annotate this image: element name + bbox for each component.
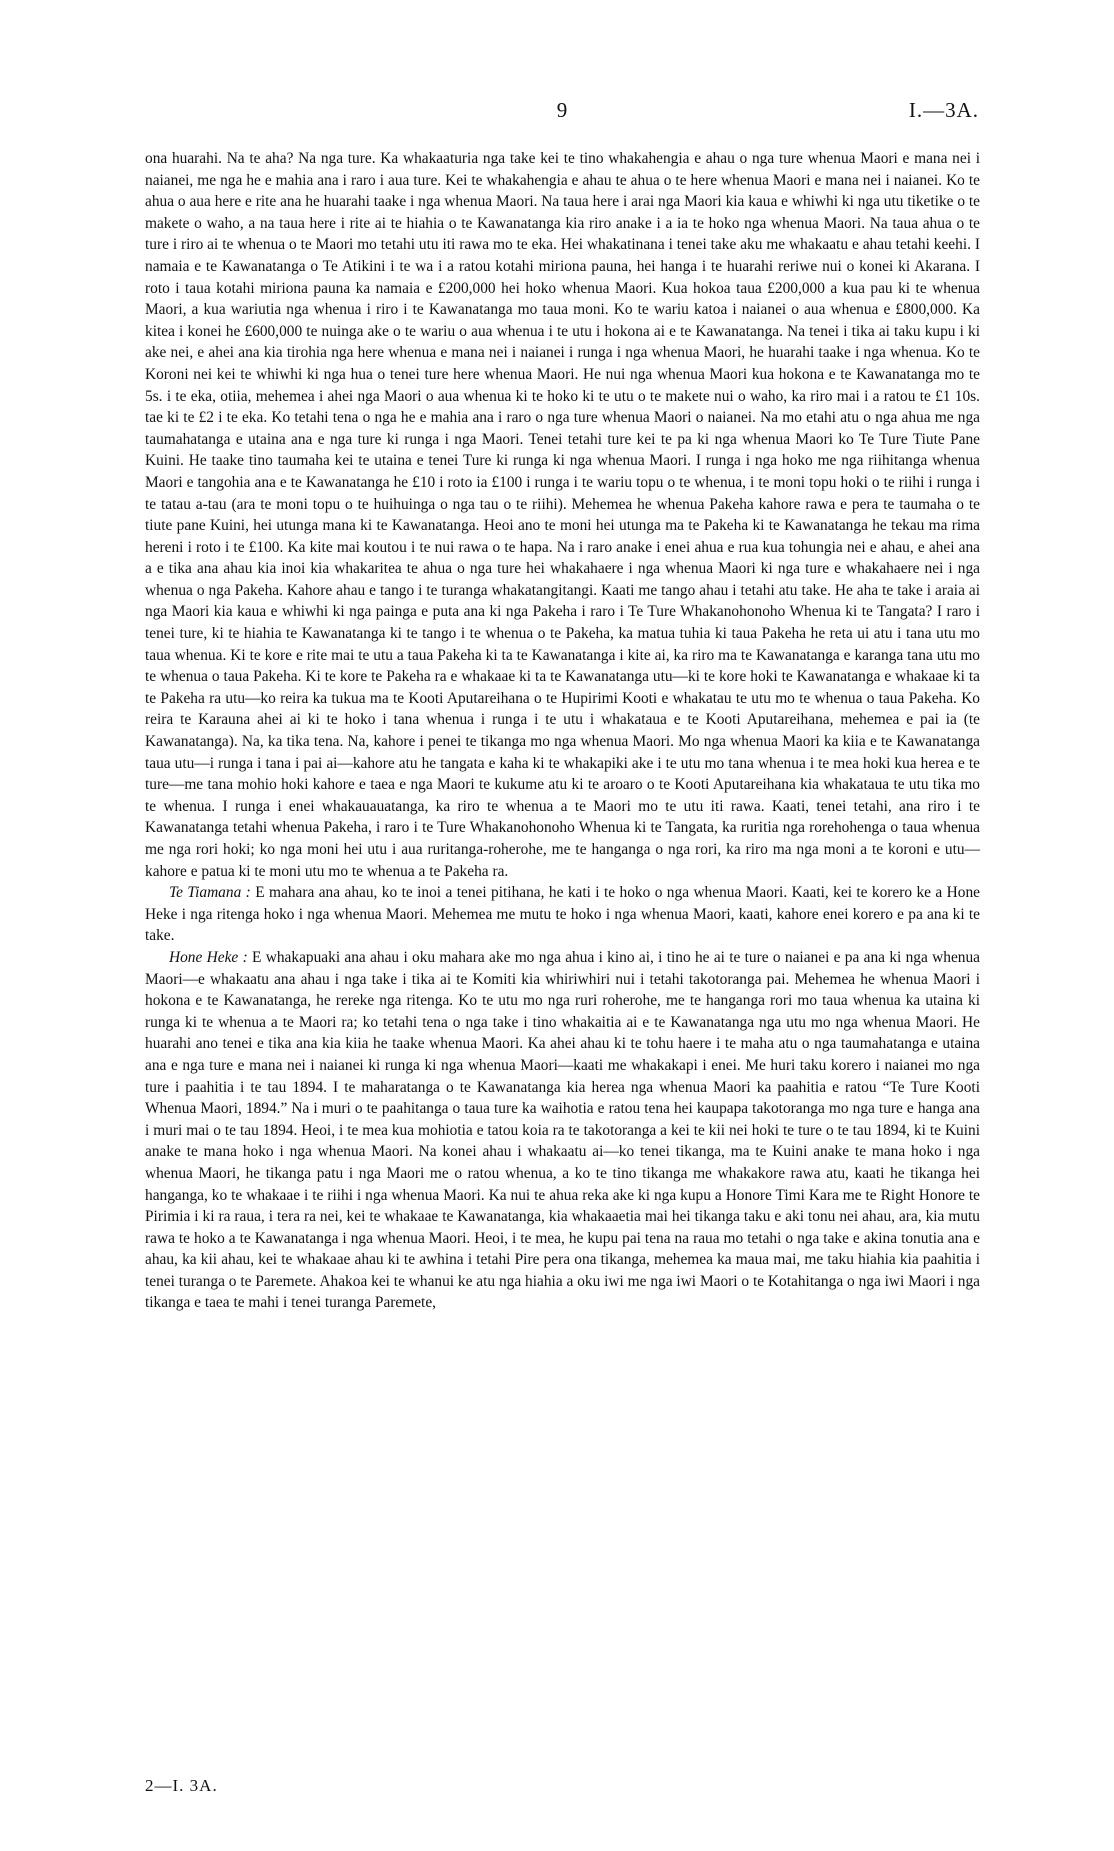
- signature-mark: 2—I. 3A.: [145, 1776, 218, 1795]
- page-number: 9: [556, 98, 568, 122]
- paragraph-text: E mahara ana ahau, ko te inoi a tenei pitihana, he kati i te hoko o nga whenua Maori. Kaati, kei te korero ke a Hone Heke i nga ritenga hoko i nga whenua Maori. Mehemea me mutu te hoko i nga whenua Maori, kaati, kahore enei korero e pa ana ki te take.: [145, 884, 980, 945]
- paragraph-chairman: [145, 882, 980, 947]
- paragraph-hone-heke: [145, 947, 980, 1314]
- paragraph-text: E whakapuaki ana ahau i oku mahara ake mo nga ahua i kino ai, i tino he ai te ture o naianei e pa ana ki nga whenua Maori—e whakaatu ana ahau i nga take i tika ai te Komiti kia whiriwhiri nui i tetahi takotoranga pai. Mehemea he whenua Maori i hokona e te Kawanatanga, he rereke nga ritenga. Ko te utu mo nga ruri roherohe, me te hanganga rori mo taua whenua ka utaina ki runga ki te whenua a te Maori ra; ko tetahi tena o nga take i tino whakaitia ai e te Kawanatanga nga utu mo nga whenua Maori. He huarahi ano tenei e tika ana kia kiia he taake whenua Maori. Ka ahei ahau ki te tohu haere i te maha atu o nga taumahatanga e utaina ana e nga ture e mana nei i naianei ki runga ki nga whenua Maori—kaati me whakakapi i enei. Me huri taku korero i naianei mo nga ture i paahitia i te tau 1894. I te maharatanga o te Kawanatanga kia herea nga whenua Maori ka paahitia e ratou “Te Ture Kooti Whenua Maori, 1894.” Na i muri o te paahitanga o taua ture ka waihotia e ratou tena hei kaupapa takotoranga mo nga ture e hanga ana i muri mai o te tau 1894. Heoi, i te mea kua mohiotia e tatou koia ra te takotoranga a kei te kii nei hoki te ture o te tau 1894, ki te Kuini anake te mana hoko i nga whenua Maori. Na konei ahau i whakaatu ai—ko tenei tikanga, ma te Kuini anake te mana hoko i nga whenua Maori, he tikanga patu i nga Maori me o ratou whenua, a ko te tino tikanga me whakakore rawa atu, kaati he tikanga hei hanganga, ko te whakaae i te riihi i nga whenua Maori. Ka nui te ahua reka ake ki nga kupu a Honore Timi Kara me te Right Honore te Pirimia i ki ra raua, i tera ra nei, kei te whakaae te Kawanatanga, kia whakaaetia mai hei tikanga taku e aki tonu nei ahau, ara, kia mutu rawa te hoko a te Kawanatanga i nga whenua Maori. Heoi, i te mea, he kupu pai tena na raua mo tetahi o nga take e akina tonutia ana e ahau, ka kii ahau, kei te whakaae ahau ki te awhina i tetahi Pire pera ona tikanga, mehemea ka maua mai, me taku hiahia kia paahitia i tenei turanga o te Paremete. Ahakoa kei te whanui ke atu nga hiahia a oku iwi me nga iwi Maori o te Kotahitanga o nga iwi Maori i nga tikanga e taea te mahi i tenei turanga Paremete,: [145, 948, 981, 1312]
- speaker-name: Te Tiamana :: [169, 884, 251, 902]
- paragraph-text: ona huarahi. Na te aha? Na nga ture. Ka whakaaturia nga take kei te tino whakahengia e ahau o nga ture whenua Maori e mana nei i naianei, me nga he e mahia ana i raro i aua ture. Kei te whakahengia e ahau te ahua o te here whenua Maori e mana nei i naianei. Ko te ahua o aua here e rite ana he huarahi taake i nga whenua Maori. Na taua here i arai nga Maori kia kaua e whiwhi ki nga utu tiketike o te makete o waho, a na taua here i rite ai te hiahia o te Kawanatanga kia riro anake i a ia te hoko nga whenua Maori. Na taua ahua o te ture i riro ai te whenua o te Maori mo tetahi utu iti rawa mo te eka. Hei whakatinana i tenei take aku me whakaatu e ahau tetahi keehi. I namaia e te Kawanatanga o Te Atikini i te wa i a ratou kotahi miriona pauna, hei hanga i te huarahi reriwe nui o konei ki Akarana. I roto i taua kotahi miriona pauna ka namaia e £200,000 hei hoko whenua Maori. Kua hokoa taua £200,000 a kua pau ki te whenua Maori, a kua wariutia nga whenua i riro i te Kawanatanga mo taua moni. Ko te wariu katoa i naianei o aua whenua e £800,000. Ka kitea i konei he £600,000 te nuinga ake o te wariu o aua whenua i te utu i hokona ai e te Kawanatanga. Na tenei i tika ai taku kupu i ki ake nei, e ahei ana kia tirohia nga here whenua e mana nei i naianei i runga i nga whenua Maori, he huarahi taake i nga whenua. Ko te Koroni nei kei te whiwhi ki nga hua o tenei ture here whenua Maori. He nui nga whenua Maori kua hokona e te Kawanatanga mo te 5s. i te eka, otiia, mehemea i ahei nga Maori o aua whenua ki te hoko ki te utu o te makete nui o waho, ka riro mai i a ratou te £1 10s. tae ki te £2 i te eka. Ko tetahi tena o nga he e mahia ana i raro o nga ture whenua Maori o naianei. Na mo etahi atu o nga ahua me nga taumahatanga e utaina ana e nga ture ki runga i nga Maori. Tenei tetahi ture kei te pa ki nga whenua Maori ko Te Ture Tiute Pane Kuini. He taake tino taumaha kei te utaina e tenei Ture ki runga ki nga whenua Maori. I runga i nga hoko me nga riihitanga whenua Maori e tangohia ana e te Kawanatanga he £10 i roto ia £100 i runga i te wariu topu o te whenua, i te moni topu hoki o te riihi i runga i te tatau a-tau (ara te moni topu o te huihuinga o nga tau o te riihi). Mehemea he whenua Pakeha kahore rawa e pera te taumaha o te tiute pane Kuini, hei utunga mana ki te Kawanatanga. Heoi ano te moni hei utunga ma te Pakeha ki te Kawanatanga he tekau ma rima hereni i roto i te £100. Ka kite mai koutou i te nui rawa o te hapa. Na i raro anake i enei ahua e rua kua tohungia nei e ahau, e ahei ana a e tika ana ahau kia inoi kia whakaritea te ahua o nga ture hei whakahaere i nga whenua Maori ki nga ture e whakahaere nei i nga whenua o nga Pakeha. Kahore ahau e tango i te turanga whakatangitangi. Kaati me tango ahau i tetahi atu take. He aha te take i araia ai nga Maori kia kaua e whiwhi ki nga painga e puta ana ki nga Pakeha i raro i Te Ture Whakanohonoho Whenua ki te Tangata? I raro i tenei ture, ki te hiahia te Kawanatanga ki te tango i te whenua o te Pakeha, ka matua tuhia ki taua Pakeha he reta ui atu i tana utu mo taua whenua. Ki te kore e rite mai te utu a taua Pakeha ki ta te Kawanatanga i kite ai, ka riro ma te Kawanatanga e karanga tana utu mo te whenua o taua Pakeha. Ki te kore te Pakeha ra e whakaae ki ta te Kawanatanga utu—ki te kore hoki te Kawanatanga e whakaae ki ta te Pakeha ra utu—ko reira ka tukua ma te Kooti Aputareihana o te Hupirimi Kooti e whakatau te utu mo te whenua o taua Pakeha. Ko reira te Karauna ahei ai ki te hoko i tana whenua i runga i te utu i whakataua e te Kooti Aputareihana, mehemea e pai ia (te Kawanatanga). Na, ka tika tena. Na, kahore i penei te tikanga mo nga whenua Maori. Mo nga whenua Maori ka kiia e te Kawanatanga taua utu—i runga i tana i pai ai—kahore atu he tangata e kaha ki te whakapiki ake i te utu mo tana whenua i te mea hoki kua herea e te ture—me tana mohio hoki kahore e taea e nga Maori te kukume atu ki te aroaro o te Kooti Aputareihana kia whakataua te utu tika mo te whenua. I runga i enei whakauauatanga, ka riro te whenua a te Maori mo te utu iti rawa. Kaati, tenei tetahi, ana riro i te Kawanatanga tetahi whenua Pakeha, i raro i te Ture Whakanohonoho Whenua ki te Tangata, ka ruritia nga rorehohenga o taua whenua me nga rori hoki; ko nga moni hei utu i aua ruritanga-roherohe, me te hanganga o nga rori, ka riro ma nga moni a te koroni e utu—kahore e patua ki te moni utu mo te whenua a te Pakeha ra.: [145, 150, 980, 880]
- speaker-name: Hone Heke :: [169, 948, 248, 966]
- paper-reference: I.—3A.: [908, 98, 979, 122]
- document-body: [145, 148, 980, 1314]
- paragraph-continuation: [145, 148, 980, 882]
- page-header: [145, 98, 979, 124]
